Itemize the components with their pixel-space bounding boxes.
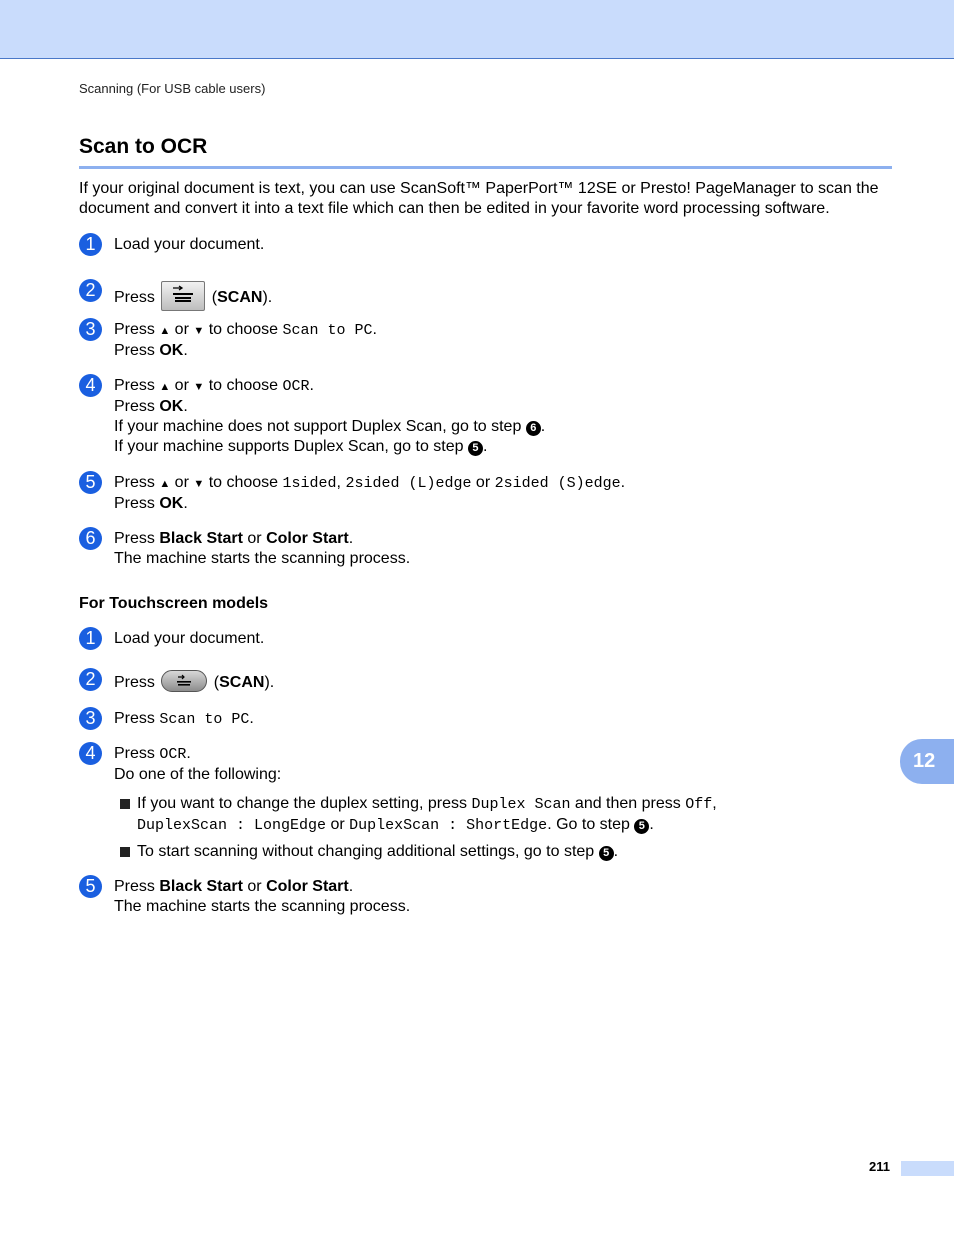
bullet-square-icon (120, 799, 130, 809)
step-number-badge: 4 (79, 374, 102, 397)
step-number-badge: 1 (79, 233, 102, 256)
step-number-badge: 3 (79, 707, 102, 730)
menu-option: 2sided (L)edge (345, 475, 472, 492)
section-title: Scan to OCR (79, 135, 208, 158)
up-arrow-icon: ▲ (159, 478, 171, 490)
step-number-badge: 2 (79, 279, 102, 302)
step-number-badge: 4 (79, 742, 102, 765)
down-arrow-icon: ▼ (193, 325, 205, 337)
step-number-badge: 5 (79, 875, 102, 898)
step-reference: 5 (468, 441, 483, 456)
title-underline (79, 166, 892, 169)
chapter-tab: 12 (900, 739, 954, 784)
step-text: Press ▲ or ▼ to choose 1sided, 2sided (L)edge or 2sided (S)edge. Press OK. (114, 474, 626, 512)
breadcrumb: Scanning (For USB cable users) (79, 81, 266, 96)
up-arrow-icon: ▲ (159, 325, 171, 337)
menu-option: Duplex Scan (471, 796, 571, 813)
header-band (0, 0, 954, 59)
step-text: Press (SCAN). (114, 670, 874, 693)
menu-option: DuplexScan : ShortEdge (349, 817, 548, 834)
menu-option: 1sided (282, 475, 337, 492)
page-number-bar (901, 1161, 954, 1176)
menu-option: 2sided (S)edge (494, 475, 621, 492)
step-text: Load your document. (114, 630, 265, 647)
step-text: Press OCR. Do one of the following: (114, 745, 282, 783)
step-reference: 5 (634, 819, 649, 834)
page-number: 211 (869, 1159, 890, 1174)
step-reference: 5 (599, 846, 614, 861)
step-text: Press ▲ or ▼ to choose OCR. Press OK. If your machine does not support Duplex Scan, go to step 6 . If your machine supports Duplex Scan, go to step 5 . (114, 377, 546, 455)
scan-touch-button-icon (161, 670, 207, 692)
step-text: Load your document. (114, 236, 265, 253)
down-arrow-icon: ▼ (193, 478, 205, 490)
step-text: Press Black Start or Color Start. The machine starts the scanning process. (114, 878, 411, 915)
step-number-badge: 1 (79, 627, 102, 650)
menu-option: OCR (159, 746, 187, 763)
step-number-badge: 5 (79, 471, 102, 494)
menu-option: DuplexScan : LongEdge (137, 817, 327, 834)
step-text: Press Black Start or Color Start. The machine starts the scanning process. (114, 530, 411, 567)
menu-option: Scan to PC (282, 322, 373, 339)
menu-option: Off (685, 796, 713, 813)
bullet-square-icon (120, 847, 130, 857)
step-text: Press Scan to PC. (114, 710, 254, 728)
step-number-badge: 6 (79, 527, 102, 550)
scan-button-icon (161, 281, 205, 311)
down-arrow-icon: ▼ (193, 381, 205, 393)
step-number-badge: 2 (79, 668, 102, 691)
step-text: Press ▲ or ▼ to choose Scan to PC. Press OK. (114, 321, 377, 359)
menu-option: Scan to PC (159, 711, 250, 728)
menu-option: OCR (282, 378, 310, 395)
intro-paragraph: If your original document is text, you can use ScanSoft™ PaperPort™ 12SE or Presto! PageManager to scan the document and convert it into a text file which can then be edited in your favorite word processing software. (79, 180, 879, 217)
up-arrow-icon: ▲ (159, 381, 171, 393)
step-number-badge: 3 (79, 318, 102, 341)
step-reference: 6 (526, 421, 541, 436)
touchscreen-heading: For Touchscreen models (79, 595, 269, 612)
step-text: Press (SCAN). (114, 281, 874, 311)
